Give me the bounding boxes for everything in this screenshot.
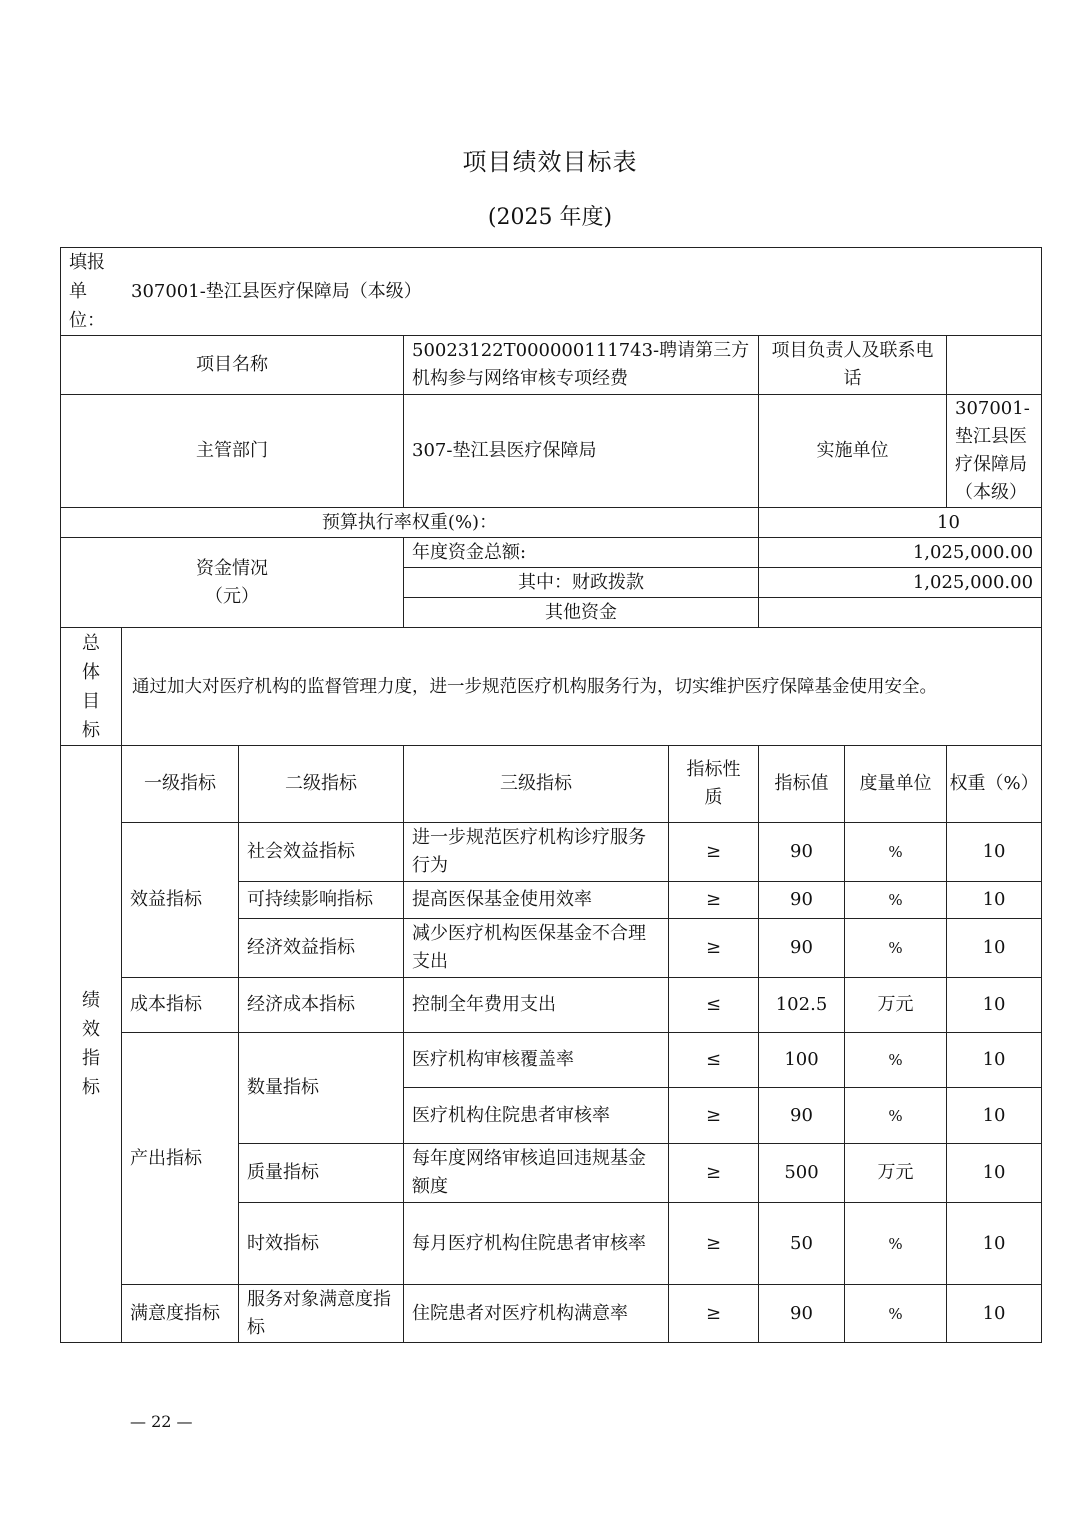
implementing-unit-label: 实施单位 [759, 395, 947, 508]
indicator-weight: 10 [947, 1088, 1042, 1144]
table-row [61, 823, 1042, 882]
col-header-level3: 三级指标 [404, 746, 669, 823]
project-owner-value [947, 336, 1042, 395]
performance-indicators-label: 绩 效 指 标 [61, 746, 122, 1343]
fiscal-allocation-label: 其中：财政拨款 [404, 568, 759, 598]
level2-sustain: 可持续影响指标 [239, 882, 404, 919]
indicator-nature: ≥ [669, 1144, 759, 1203]
level2-econ-cost: 经济成本指标 [239, 978, 404, 1033]
project-name-label: 项目名称 [61, 336, 404, 395]
level1-output: 产出指标 [122, 1033, 239, 1285]
annual-total-value: 1,025,000.00 [759, 538, 1042, 568]
col-header-value: 指标值 [759, 746, 845, 823]
indicator-weight: 10 [947, 919, 1042, 978]
reporting-unit-cell [61, 248, 1042, 336]
indicator-unit: % [845, 823, 947, 882]
project-name-value: 50023122T000000111743-聘请第三方机构参与网络审核专项经费 [404, 336, 759, 395]
indicator-value: 90 [759, 1285, 845, 1343]
indicator-value: 90 [759, 1088, 845, 1144]
level2-economic: 经济效益指标 [239, 919, 404, 978]
indicator-nature: ≥ [669, 823, 759, 882]
indicator-unit: 万元 [845, 1144, 947, 1203]
indicator-value: 50 [759, 1203, 845, 1285]
other-funds-label: 其他资金 [404, 598, 759, 628]
level3-indicator: 控制全年费用支出 [404, 978, 669, 1033]
indicator-nature: ≥ [669, 1203, 759, 1285]
indicator-value: 500 [759, 1144, 845, 1203]
overall-goal-text: 通过加大对医疗机构的监督管理力度，进一步规范医疗机构服务行为，切实维护医疗保障基金使用安全。 [122, 628, 1042, 746]
annual-total-label: 年度资金总额: [404, 538, 759, 568]
page-number: — 22 — [130, 1412, 193, 1431]
indicator-weight: 10 [947, 1144, 1042, 1203]
indicator-value: 100 [759, 1033, 845, 1088]
other-funds-value [759, 598, 1042, 628]
indicator-unit: 万元 [845, 978, 947, 1033]
indicator-weight: 10 [947, 882, 1042, 919]
col-header-unit: 度量单位 [845, 746, 947, 823]
indicator-weight: 10 [947, 1203, 1042, 1285]
funds-label: 资金情况 （元） [61, 538, 404, 628]
implementing-unit-value: 307001-垫江县医疗保障局（本级） [947, 395, 1042, 508]
level2-timeliness: 时效指标 [239, 1203, 404, 1285]
table-row [61, 978, 1042, 1033]
indicator-unit: % [845, 1088, 947, 1144]
page-title: 项目绩效目标表 [462, 148, 638, 176]
budget-weight-label: 预算执行率权重(%)： [61, 508, 759, 538]
overall-goal-label: 总 体 目 标 [61, 628, 122, 746]
indicator-nature: ≤ [669, 1033, 759, 1088]
level3-indicator: 减少医疗机构医保基金不合理支出 [404, 919, 669, 978]
indicator-weight: 10 [947, 823, 1042, 882]
indicator-unit: % [845, 1285, 947, 1343]
department-value: 307-垫江县医疗保障局 [404, 395, 759, 508]
page-subtitle: (2025 年度) [487, 205, 613, 230]
col-header-weight: 权重（%） [947, 746, 1042, 823]
reporting-unit-value: 307001-垫江县医疗保障局（本级） [131, 280, 422, 302]
level3-indicator: 进一步规范医疗机构诊疗服务行为 [404, 823, 669, 882]
project-owner-label: 项目负责人及联系电话 [759, 336, 947, 395]
level1-cost: 成本指标 [122, 978, 239, 1033]
col-header-nature: 指标性质 [669, 746, 759, 823]
level3-indicator: 医疗机构住院患者审核率 [404, 1088, 669, 1144]
level2-quantity: 数量指标 [239, 1033, 404, 1144]
indicator-value: 90 [759, 882, 845, 919]
indicator-unit: % [845, 1203, 947, 1285]
indicator-weight: 10 [947, 1033, 1042, 1088]
fiscal-allocation-value: 1,025,000.00 [759, 568, 1042, 598]
col-header-level1: 一级指标 [122, 746, 239, 823]
indicator-nature: ≤ [669, 978, 759, 1033]
indicator-weight: 10 [947, 978, 1042, 1033]
indicator-unit: % [845, 882, 947, 919]
indicator-unit: % [845, 1033, 947, 1088]
indicator-weight: 10 [947, 1285, 1042, 1343]
level3-indicator: 提高医保基金使用效率 [404, 882, 669, 919]
indicator-nature: ≥ [669, 919, 759, 978]
budget-weight-value: 10 [759, 508, 1042, 538]
level3-indicator: 住院患者对医疗机构满意率 [404, 1285, 669, 1343]
indicator-value: 90 [759, 919, 845, 978]
indicator-nature: ≥ [669, 1088, 759, 1144]
indicator-nature: ≥ [669, 1285, 759, 1343]
indicator-unit: % [845, 919, 947, 978]
level1-satisfaction: 满意度指标 [122, 1285, 239, 1343]
performance-target-table [60, 247, 1042, 1343]
indicator-nature: ≥ [669, 882, 759, 919]
level3-indicator: 每年度网络审核追回违规基金额度 [404, 1144, 669, 1203]
indicator-value: 102.5 [759, 978, 845, 1033]
col-header-level2: 二级指标 [239, 746, 404, 823]
reporting-unit-label: 填报 单 位： [69, 252, 105, 331]
level1-benefit: 效益指标 [122, 823, 239, 978]
indicator-value: 90 [759, 823, 845, 882]
level3-indicator: 医疗机构审核覆盖率 [404, 1033, 669, 1088]
level3-indicator: 每月医疗机构住院患者审核率 [404, 1203, 669, 1285]
level2-service-satisfaction: 服务对象满意度指标 [239, 1285, 404, 1343]
level2-social: 社会效益指标 [239, 823, 404, 882]
level2-quality: 质量指标 [239, 1144, 404, 1203]
department-label: 主管部门 [61, 395, 404, 508]
table-row [61, 1033, 1042, 1088]
table-row [61, 1285, 1042, 1343]
